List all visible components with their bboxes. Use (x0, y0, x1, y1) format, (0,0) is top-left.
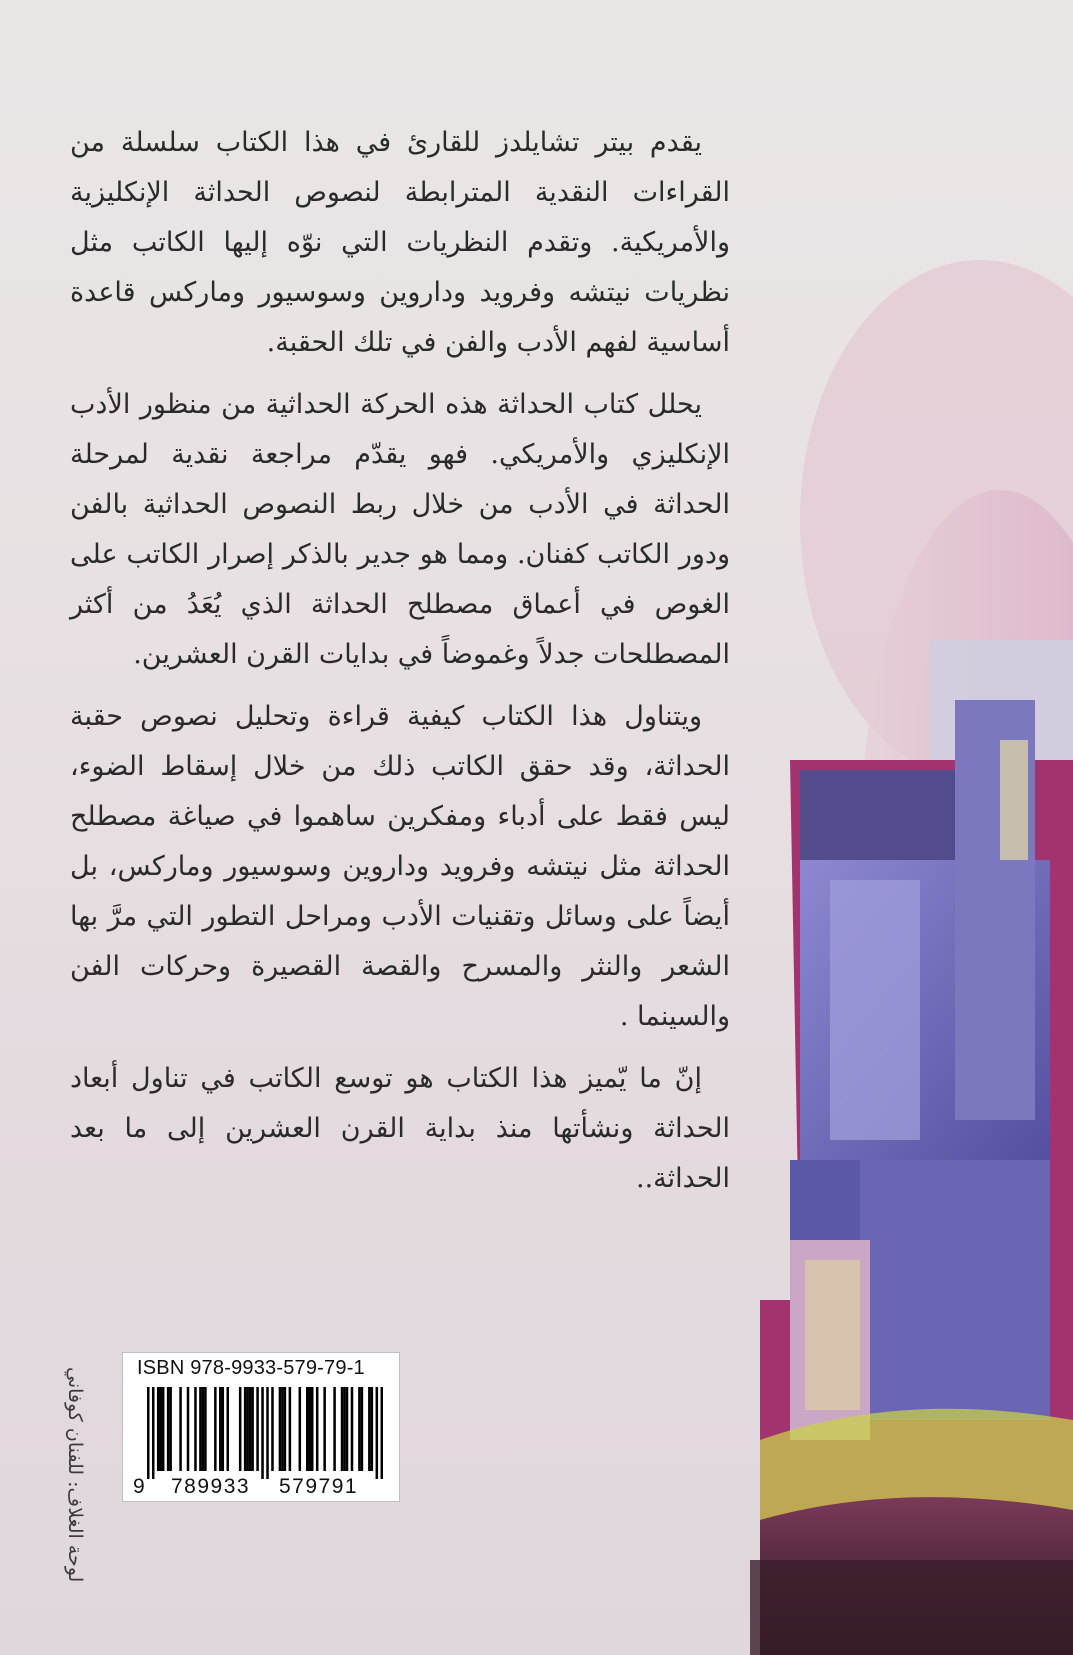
barcode-bar (281, 1387, 284, 1471)
blurb-paragraph: يقدم بيتر تشايلدز للقارئ في هذا الكتاب سلسلة من القراءات النقدية المترابطة لنصوص الحداثة الإنكليزية والأمريكية. وتقدم النظريات التي نوّه إليها الكاتب مثل نظريات نيتشه وفرويد وداروين وسوسيور وماركس قاعدة أساسية لفهم الأدب والفن في تلك الحقبة. (70, 127, 730, 358)
barcode-bar (358, 1387, 361, 1471)
barcode-bar (199, 1387, 202, 1471)
barcode-bar (179, 1387, 182, 1471)
barcode-bar (343, 1387, 346, 1471)
barcode-bar (316, 1387, 319, 1471)
barcode-bar (308, 1387, 311, 1471)
barcode-bar (249, 1387, 252, 1471)
barcode-bar (244, 1387, 247, 1471)
barcode-bar (162, 1387, 165, 1471)
barcode-bar (219, 1387, 222, 1471)
barcode-bar (306, 1387, 309, 1471)
barcode-bar (299, 1387, 302, 1471)
barcode-bar (204, 1387, 207, 1471)
barcode-bar (222, 1387, 225, 1471)
barcode-bar (323, 1387, 326, 1471)
barcode-bar (341, 1387, 344, 1471)
isbn-digit-group-2: 579791 (279, 1475, 359, 1498)
barcode-bar (351, 1387, 354, 1471)
barcode-bar (251, 1387, 254, 1471)
barcode-bar (279, 1387, 282, 1471)
cover-art-credit: لوحة الغلاف: للفنان كوفاني (64, 1366, 86, 1582)
barcode-bar (187, 1387, 190, 1471)
blurb-paragraph: يحلل كتاب الحداثة هذه الحركة الحداثية من منظور الأدب الإنكليزي والأمريكي. فهو يقدّم مراجعة نقدية لمرحلة الحداثة في الأدب من خلال ربط النصوص الحداثية بالفن ودور الكاتب كفنان. ومما هو جدير بالذكر إصرار الكاتب على الغوص في أعماق مصطلح الحداثة الذي يُعَدُ من أكثر المصطلحات جدلاً وغموضاً في بدايات القرن العشرين. (70, 389, 730, 670)
isbn-label: ISBN 978-9933-579-79-1 (137, 1357, 365, 1379)
blurb-paragraph: إنّ ما يّميز هذا الكتاب هو توسع الكاتب في تناول أبعاد الحداثة ونشأتها منذ بداية القرن العشرين إلى ما بعد الحداثة.. (70, 1063, 730, 1194)
barcode-bar (368, 1387, 371, 1471)
barcode-bar (157, 1387, 160, 1471)
barcode-bar (266, 1387, 269, 1479)
barcode-bar (194, 1387, 197, 1471)
blurb-text (70, 118, 730, 1216)
barcode-bar (361, 1387, 364, 1471)
barcode-bar (271, 1387, 274, 1471)
isbn-barcode-box (122, 1352, 400, 1502)
barcode-bar (147, 1387, 150, 1479)
barcode-bar (381, 1387, 383, 1479)
barcode-bar (289, 1387, 292, 1471)
barcode-bar (256, 1387, 259, 1471)
isbn-digit-group-1: 789933 (171, 1475, 251, 1498)
isbn-digit-lead: 9 (133, 1475, 145, 1498)
barcode (147, 1387, 383, 1479)
barcode-bar (284, 1387, 287, 1471)
barcode-bar (246, 1387, 249, 1471)
barcode-bar (226, 1387, 229, 1471)
barcode-bar (376, 1387, 379, 1479)
barcode-bar (371, 1387, 374, 1471)
barcode-bar (202, 1387, 205, 1471)
barcode-bar (167, 1387, 170, 1471)
barcode-bar (239, 1387, 242, 1471)
barcode-bar (152, 1387, 155, 1479)
blurb-paragraph: ويتناول هذا الكتاب كيفية قراءة وتحليل نصوص حقبة الحداثة، وقد حقق الكاتب ذلك من خلال إسقاط الضوء، ليس فقط على أدباء ومفكرين ساهموا في صياغة مصطلح الحداثة مثل نيتشه وفرويد وداروين وسوسيور وماركس، بل أيضاً على وسائل وتقنيات الأدب ومراحل التطور التي مرَّ بها الشعر والنثر والمسرح والقصة القصيرة وحركات الفن والسينما . (70, 701, 730, 1032)
barcode-bar (346, 1387, 349, 1471)
barcode-bar (261, 1387, 264, 1479)
barcode-bar (169, 1387, 172, 1471)
barcode-bar (333, 1387, 336, 1471)
barcode-bar (311, 1387, 314, 1471)
barcode-bar (159, 1387, 162, 1471)
barcode-bar (214, 1387, 217, 1471)
